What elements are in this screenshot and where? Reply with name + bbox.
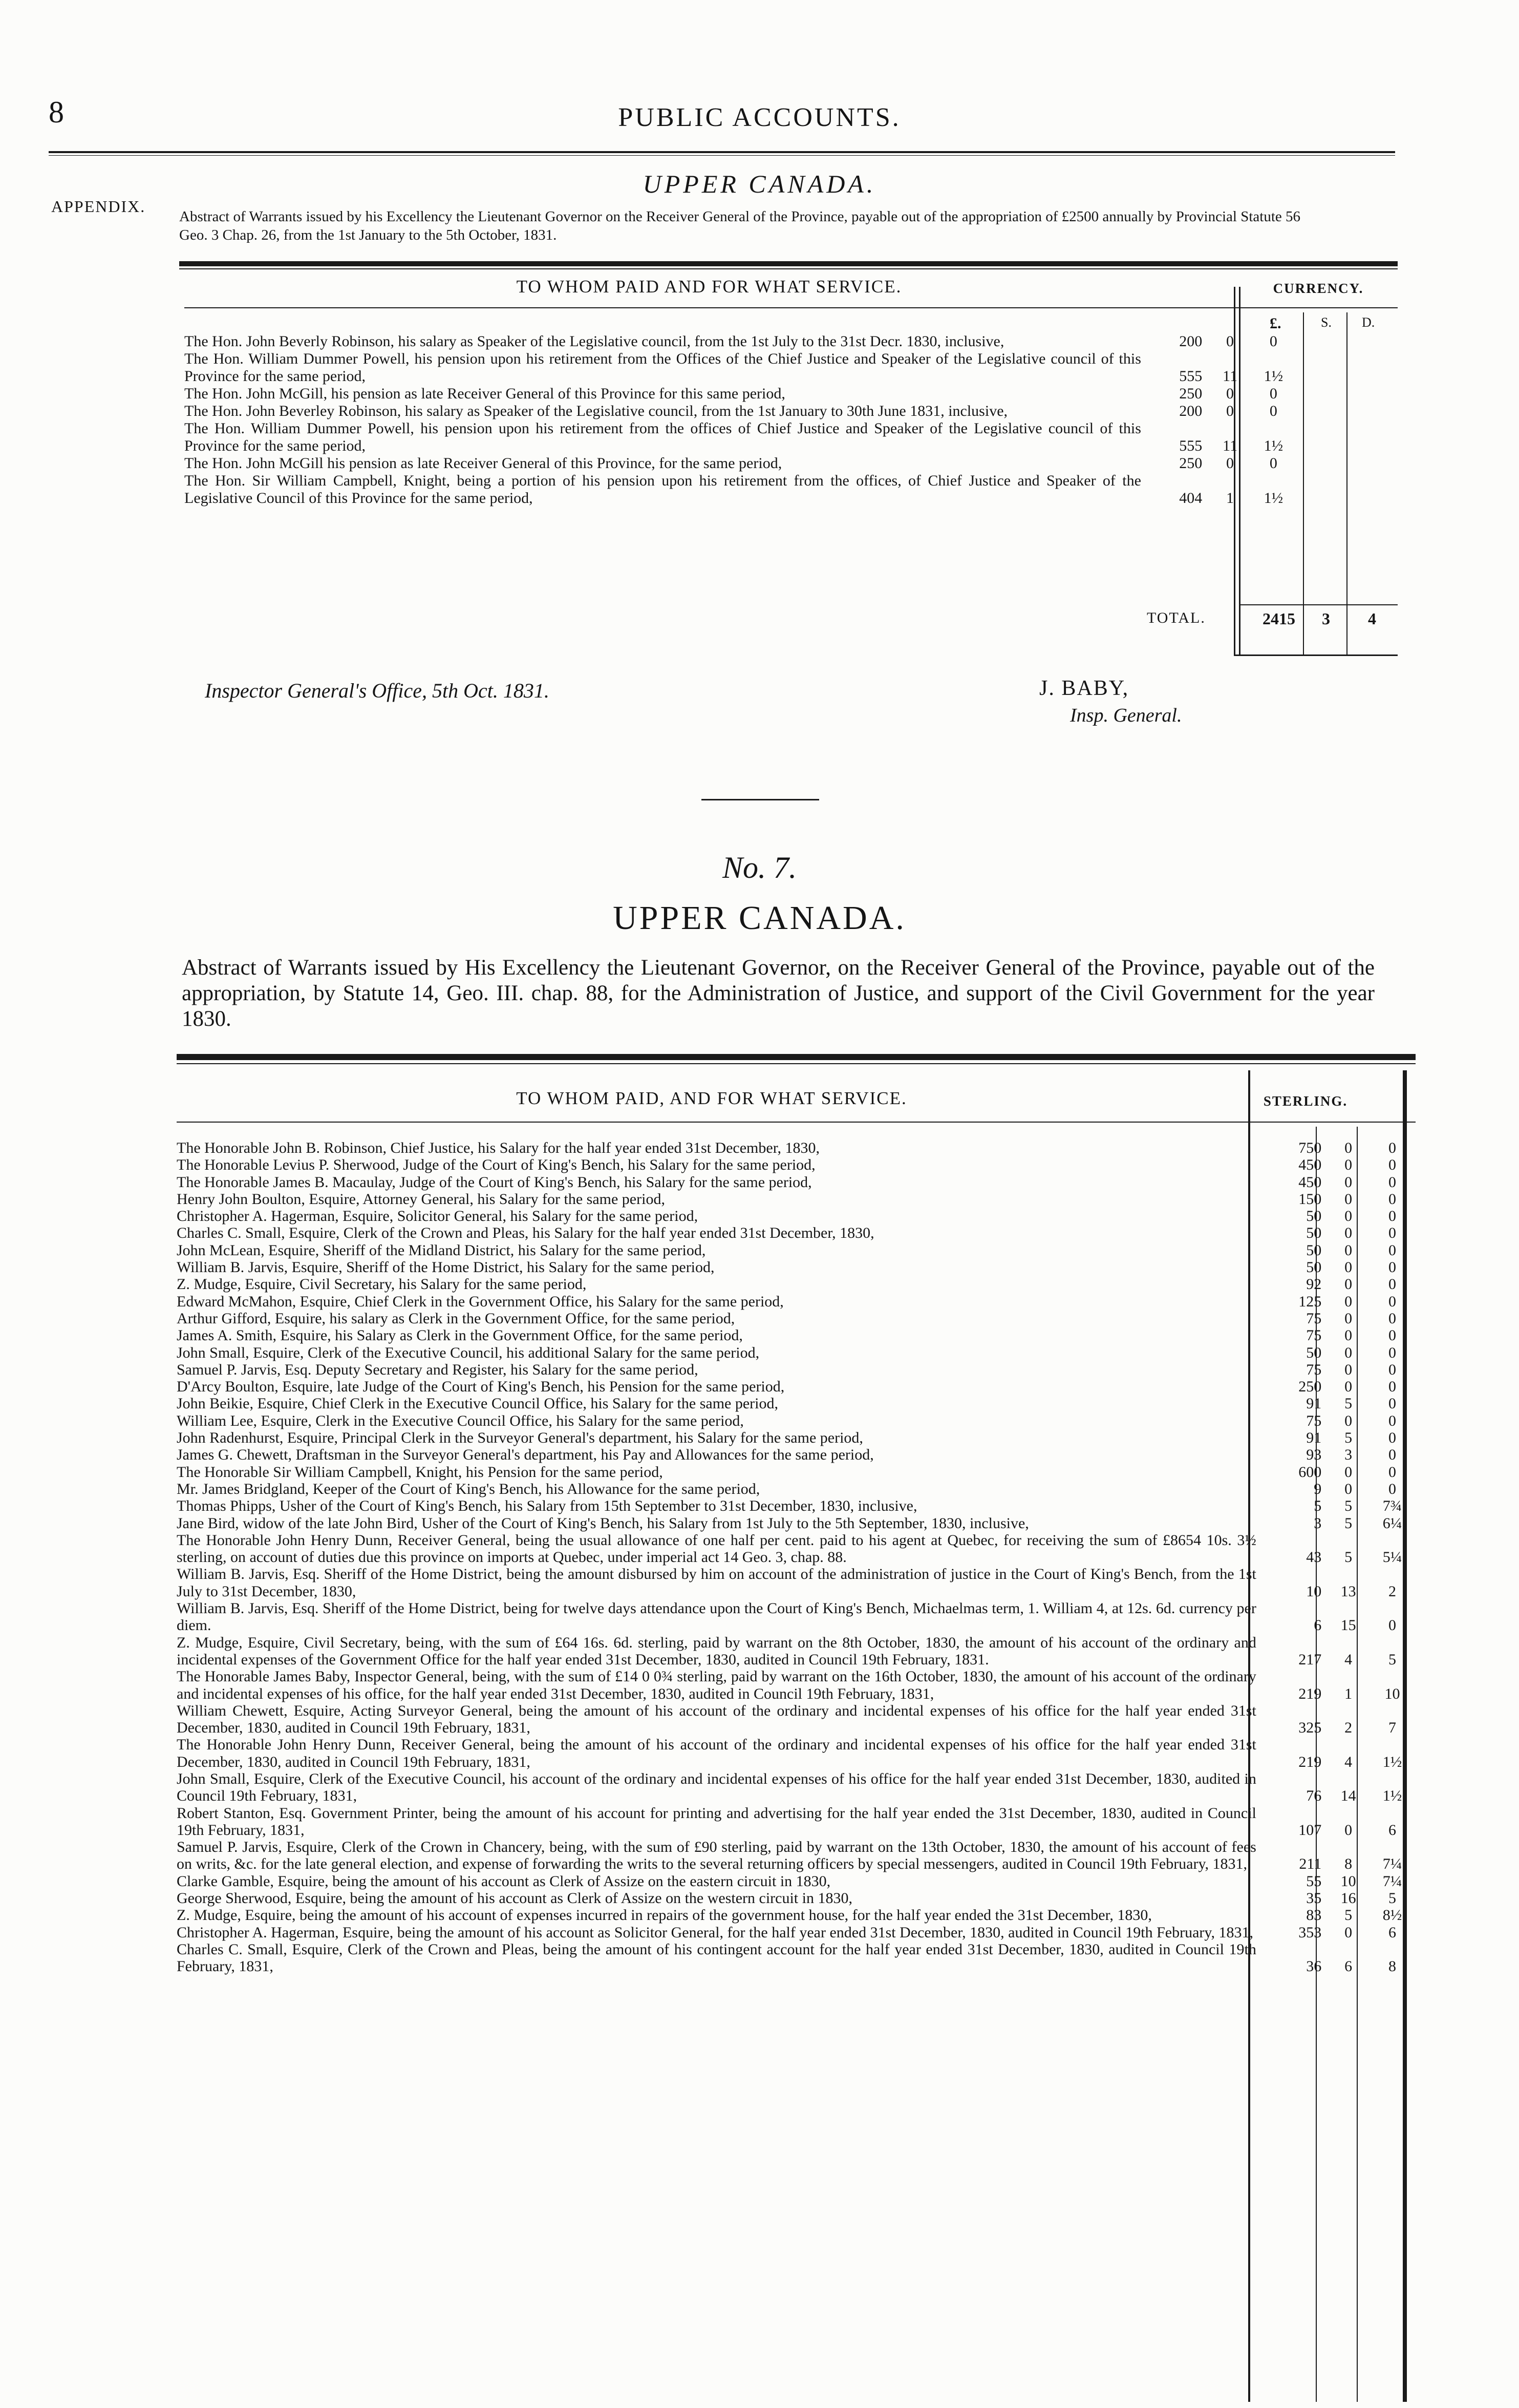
entry-description: The Honorable Sir William Campbell, Knight, his Pension for the same period, — [177, 1463, 663, 1481]
table-row — [177, 1344, 1416, 1361]
section2-table — [177, 1139, 1416, 1975]
entry-shillings: 0 — [1226, 333, 1234, 350]
entry-description: Thomas Phipps, Usher of the Court of King's Bench, his Salary from 15th September to 31st December, 1830, inclusive, — [177, 1497, 917, 1515]
entry-pence: 0 — [1388, 1139, 1397, 1156]
entry-pounds: 9 — [1314, 1480, 1322, 1497]
table-row — [177, 1412, 1416, 1429]
entry-pence: 0 — [1269, 455, 1277, 472]
section2-column-heading: TO WHOM PAID, AND FOR WHAT SERVICE. — [516, 1088, 907, 1108]
table-row — [177, 1566, 1416, 1600]
section1-office-dateline: Inspector General's Office, 5th Oct. 1831. — [205, 679, 549, 702]
entry-pence: 1½ — [1382, 1753, 1402, 1770]
entry-shillings: 0 — [1344, 1361, 1353, 1378]
header-rule-thin — [49, 155, 1395, 156]
entry-description: Mr. James Bridgland, Keeper of the Court of King's Bench, his Allowance for the same period, — [177, 1480, 760, 1497]
pence-unit-label: D. — [1362, 315, 1375, 330]
table-row — [177, 1873, 1416, 1890]
entry-pence: 0 — [1388, 1327, 1397, 1344]
entry-description: John Beikie, Esquire, Chief Clerk in the Executive Council Office, his Salary for the same period, — [177, 1395, 778, 1412]
entry-description: The Honorable James B. Macaulay, Judge of the Court of King's Bench, his Salary for the same period, — [177, 1173, 812, 1191]
entry-description: Z. Mudge, Esquire, Civil Secretary, being, with the sum of £64 16s. 6d. sterling, paid by warrant on the 8th October, 1830, the amount of his account of the ordinary and incidental expenses of the Government Office for the half year ended 31st December, 1830, audited in Council 19th February, 1831. — [177, 1634, 1256, 1668]
entry-pounds: 75 — [1306, 1309, 1322, 1327]
entry-pence: 6¼ — [1382, 1514, 1402, 1532]
entry-shillings: 8 — [1344, 1855, 1353, 1873]
entry-description: Charles C. Small, Esquire, Clerk of the Crown and Pleas, being the amount of his contingent account for the half year ended 31st December, 1830, audited in Council 19th February, 1831, — [177, 1940, 1256, 1975]
entry-shillings: 4 — [1344, 1753, 1353, 1770]
entry-pounds: 353 — [1298, 1924, 1322, 1941]
table-row — [184, 472, 1295, 507]
entry-shillings: 0 — [1344, 1208, 1353, 1225]
entry-pounds: 5 — [1314, 1497, 1322, 1515]
entry-pence: 1½ — [1264, 490, 1283, 506]
entry-pence: 10 — [1384, 1685, 1400, 1702]
entry-pounds: 50 — [1306, 1259, 1322, 1276]
entry-pounds: 3 — [1314, 1514, 1322, 1532]
table-row — [177, 1174, 1416, 1191]
table-row — [177, 1941, 1416, 1975]
table-row — [177, 1702, 1416, 1737]
entry-pounds: 107 — [1298, 1821, 1322, 1839]
entry-shillings: 1 — [1226, 490, 1234, 506]
entry-pounds: 50 — [1306, 1241, 1322, 1259]
table-row — [177, 1805, 1416, 1839]
table-row — [177, 1156, 1416, 1173]
entry-pence: 0 — [1388, 1344, 1397, 1361]
running-title: PUBLIC ACCOUNTS. — [618, 103, 901, 132]
section1-table — [184, 333, 1295, 507]
entry-pounds: 555 — [1179, 368, 1203, 385]
entry-pounds: 219 — [1298, 1753, 1322, 1770]
entry-description: The Honorable John Henry Dunn, Receiver General, being the usual allowance of one half per cent. paid to his agent at Quebec, for receiving the sum of £8654 10s. 3½ sterling, on account of duties due this province on imports at Quebec, under imperial act 14 Geo. 3, chap. 88. — [177, 1531, 1256, 1566]
entry-pence: 0 — [1388, 1259, 1397, 1276]
table-row — [184, 385, 1295, 403]
entry-pounds: 91 — [1306, 1395, 1322, 1412]
entry-pounds: 211 — [1299, 1855, 1322, 1873]
table-row — [184, 333, 1295, 350]
entry-shillings: 15 — [1340, 1617, 1356, 1634]
section1-heading-rule — [184, 307, 1398, 308]
entry-pence: 0 — [1388, 1395, 1397, 1412]
table-row — [177, 1497, 1416, 1514]
entry-pence: 1½ — [1264, 368, 1283, 385]
entry-shillings: 16 — [1340, 1890, 1356, 1907]
entry-shillings: 0 — [1344, 1224, 1353, 1242]
table-row — [184, 350, 1295, 385]
entry-shillings: 0 — [1226, 455, 1234, 472]
table-row — [177, 1446, 1416, 1463]
entry-description: Edward McMahon, Esquire, Chief Clerk in the Government Office, his Salary for the same period, — [177, 1293, 784, 1310]
entry-description: The Hon. John Beverly Robinson, his salary as Speaker of the Legislative council, from the 1st July to the 31st Decr. 1830, inclusive, — [184, 333, 1004, 350]
entry-description: The Honorable John B. Robinson, Chief Justice, his Salary for the half year ended 31st December, 1830, — [177, 1139, 820, 1156]
section1-top-rule-thin — [179, 268, 1398, 269]
section2-heading-rule — [177, 1122, 1416, 1123]
table-row — [177, 1890, 1416, 1907]
entry-pence: 7¾ — [1382, 1497, 1402, 1515]
entry-pence: 0 — [1388, 1293, 1397, 1310]
entry-shillings: 0 — [1344, 1378, 1353, 1396]
entry-description: John McLean, Esquire, Sheriff of the Midland District, his Salary for the same period, — [177, 1241, 706, 1259]
entry-pounds: 125 — [1298, 1293, 1322, 1310]
entry-pence: 0 — [1388, 1446, 1397, 1464]
section1-currency-heading: CURRENCY. — [1273, 281, 1364, 296]
table-row — [177, 1310, 1416, 1327]
entry-pounds: 219 — [1298, 1685, 1322, 1702]
table-row — [177, 1668, 1416, 1702]
table-row — [177, 1293, 1416, 1310]
section1-bottom-rule — [1234, 654, 1398, 656]
entry-pence: 7¼ — [1382, 1872, 1402, 1890]
table-row — [177, 1634, 1416, 1668]
entry-description: James A. Smith, Esquire, his Salary as Clerk in the Government Office, for the same period, — [177, 1327, 743, 1344]
entry-description: William Lee, Esquire, Clerk in the Executive Council Office, his Salary for the same period, — [177, 1412, 744, 1429]
entry-description: George Sherwood, Esquire, being the amount of his account as Clerk of Assize on the western circuit in 1830, — [177, 1890, 852, 1907]
section1-abstract: Abstract of Warrants issued by his Excellency the Lieutenant Governor on the Receiver General of the Province, payable out of the appropriation of £2500 annually by Provincial Statute 56 Geo. 3 Chap. 26, from the 1st January to the 5th October, 1831. — [179, 208, 1301, 243]
entry-shillings: 0 — [1344, 1276, 1353, 1293]
entry-description: John Small, Esquire, Clerk of the Executive Council, his account of the ordinary and incidental expenses of his office for the half year ended 31st December, 1830, audited in Council 19th February, 1831, — [177, 1770, 1256, 1805]
entry-description: Clarke Gamble, Esquire, being the amount of his account as Clerk of Assize on the eastern circuit in 1830, — [177, 1872, 831, 1890]
entry-pounds: 75 — [1306, 1327, 1322, 1344]
entry-pounds: 250 — [1179, 385, 1203, 402]
entry-pounds: 200 — [1179, 403, 1203, 419]
entry-shillings: 0 — [1344, 1190, 1353, 1208]
table-row — [177, 1600, 1416, 1634]
entry-pence: 0 — [1388, 1156, 1397, 1174]
table-row — [177, 1429, 1416, 1446]
entry-pounds: 36 — [1306, 1958, 1322, 1975]
entry-shillings: 5 — [1344, 1907, 1353, 1924]
table-row — [177, 1515, 1416, 1532]
section1-total-shillings: 3 — [1322, 609, 1330, 628]
entry-pence: 6 — [1388, 1924, 1397, 1941]
section2-number: No. 7. — [722, 851, 797, 884]
entry-shillings: 0 — [1344, 1309, 1353, 1327]
entry-pence: 5 — [1388, 1651, 1397, 1668]
entry-shillings: 0 — [1344, 1173, 1353, 1191]
entry-shillings: 0 — [1344, 1480, 1353, 1497]
entry-pounds: 35 — [1306, 1890, 1322, 1907]
section1-signature-name: J. BABY, — [1039, 677, 1129, 700]
entry-shillings: 11 — [1223, 437, 1237, 454]
section1-signature-title: Insp. General. — [1070, 705, 1182, 726]
table-row — [177, 1361, 1416, 1378]
entry-pounds: 6 — [1314, 1617, 1322, 1634]
entry-description: The Honorable Levius P. Sherwood, Judge of the Court of King's Bench, his Salary for the same period, — [177, 1156, 816, 1174]
entry-shillings: 0 — [1344, 1344, 1353, 1361]
section2-abstract: Abstract of Warrants issued by His Excellency the Lieutenant Governor, on the Receiver General of the Province, payable out of the appropriation, by Statute 14, Geo. III. chap. 88, for the Administration of Justice, and support of the Civil Government for the year 1830. — [182, 956, 1375, 1031]
entry-pence: 0 — [1388, 1208, 1397, 1225]
table-row — [177, 1259, 1416, 1276]
entry-pence: 5¼ — [1382, 1549, 1402, 1566]
entry-shillings: 13 — [1340, 1582, 1356, 1600]
section1-region-title: UPPER CANADA. — [643, 170, 876, 198]
entry-description: John Small, Esquire, Clerk of the Executive Council, his additional Salary for the same period, — [177, 1344, 760, 1361]
entry-pounds: 450 — [1298, 1173, 1322, 1191]
entry-shillings: 0 — [1344, 1412, 1353, 1429]
table-row — [177, 1378, 1416, 1395]
entry-pounds: 50 — [1306, 1208, 1322, 1225]
entry-pence: 0 — [1388, 1241, 1397, 1259]
table-row — [177, 1395, 1416, 1412]
entry-pounds: 76 — [1306, 1787, 1322, 1805]
entry-pence: 0 — [1269, 333, 1277, 350]
table-row — [177, 1191, 1416, 1208]
entry-pence: 0 — [1388, 1463, 1397, 1481]
entry-shillings: 0 — [1344, 1156, 1353, 1174]
table-row — [177, 1924, 1416, 1941]
table-row — [184, 420, 1295, 455]
entry-pounds: 325 — [1298, 1719, 1322, 1737]
table-row — [177, 1242, 1416, 1259]
table-row — [184, 403, 1295, 420]
entry-description: James G. Chewett, Draftsman in the Surveyor General's department, his Pay and Allowances for the same period, — [177, 1446, 874, 1464]
entry-description: William Chewett, Esquire, Acting Surveyor General, being the amount of his account of the ordinary and incidental expenses of his office for the half year ended 31st December, 1830, audited in Council 19th February, 1831, — [177, 1702, 1256, 1737]
entry-pounds: 150 — [1298, 1190, 1322, 1208]
entry-pence: 0 — [1388, 1190, 1397, 1208]
entry-shillings: 0 — [1226, 385, 1234, 402]
entry-description: The Hon. William Dummer Powell, his pension upon his retirement from the Offices of the Chief Justice and Speaker of the Legislative council of this Province for the same period, — [184, 350, 1141, 385]
entry-shillings: 5 — [1344, 1429, 1353, 1447]
entry-description: Christopher A. Hagerman, Esquire, Solicitor General, his Salary for the same period, — [177, 1208, 698, 1225]
entry-description: The Honorable James Baby, Inspector General, being, with the sum of £14 0 0¾ sterling, paid by warrant on the 16th October, 1830, the amount of his account of the ordinary and incidental expenses of his office, for the half year ended 31st December, 1830, audited in Council 19th February, 1831, — [177, 1668, 1256, 1702]
entry-pounds: 83 — [1306, 1907, 1322, 1924]
entry-pence: 0 — [1388, 1224, 1397, 1242]
entry-shillings: 6 — [1344, 1958, 1353, 1975]
entry-pence: 0 — [1388, 1309, 1397, 1327]
entry-pounds: 91 — [1306, 1429, 1322, 1447]
entry-description: William B. Jarvis, Esq. Sheriff of the Home District, being for twelve days attendance upon the Court of King's Bench, Michaelmas term, 1. William 4, at 12s. 6d. currency per diem. — [177, 1600, 1256, 1634]
entry-pounds: 217 — [1298, 1651, 1322, 1668]
entry-pence: 0 — [1388, 1276, 1397, 1293]
entry-pence: 0 — [1388, 1480, 1397, 1497]
entry-description: Samuel P. Jarvis, Esq. Deputy Secretary and Register, his Salary for the same period, — [177, 1361, 698, 1378]
entry-pence: 1½ — [1264, 437, 1283, 454]
entry-shillings: 0 — [1344, 1821, 1353, 1839]
header-rule — [49, 151, 1395, 153]
section2-currency-heading: STERLING. — [1263, 1093, 1348, 1109]
entry-pounds: 55 — [1306, 1872, 1322, 1890]
shillings-unit-label: S. — [1321, 315, 1332, 330]
entry-pence: 0 — [1388, 1429, 1397, 1447]
appendix-label: APPENDIX. — [51, 197, 146, 216]
entry-description: The Hon. John McGill his pension as late Receiver General of this Province, for the same period, — [184, 455, 782, 472]
section2-top-rule — [177, 1054, 1416, 1060]
section1-total-label: TOTAL. — [1147, 609, 1206, 626]
entry-pence: 0 — [1388, 1617, 1397, 1634]
entry-description: Samuel P. Jarvis, Esquire, Clerk of the Crown in Chancery, being, with the sum of £90 sterling, paid by warrant on the 13th October, 1830, the amount of his account of fees on writs, &c. for the late general election, and expense of forwarding the writs to the several returning officers by special messengers, audited in Council 19th February, 1831, — [177, 1839, 1256, 1873]
table-row — [177, 1208, 1416, 1224]
entry-description: Jane Bird, widow of the late John Bird, Usher of the Court of King's Bench, his Salary from 1st July to the 5th September, 1830, inclusive, — [177, 1514, 1029, 1532]
entry-shillings: 5 — [1344, 1549, 1353, 1566]
table-row — [177, 1839, 1416, 1873]
entry-pounds: 555 — [1179, 437, 1203, 454]
table-row — [177, 1481, 1416, 1497]
entry-description: The Hon. John McGill, his pension as late Receiver General of this Province for this same period, — [184, 385, 785, 402]
entry-shillings: 0 — [1344, 1293, 1353, 1310]
entry-pounds: 50 — [1306, 1224, 1322, 1242]
entry-description: Arthur Gifford, Esquire, his salary as Clerk in the Government Office, for the same period, — [177, 1309, 735, 1327]
section2-region-title: UPPER CANADA. — [613, 899, 906, 937]
page-number: 8 — [49, 95, 64, 129]
entry-pounds: 93 — [1306, 1446, 1322, 1464]
entry-description: D'Arcy Boulton, Esquire, late Judge of the Court of King's Bench, his Pension for the same period, — [177, 1378, 785, 1396]
entry-shillings: 0 — [1344, 1924, 1353, 1941]
pounds-unit-label: £. — [1270, 315, 1281, 332]
entry-shillings: 1 — [1344, 1685, 1353, 1702]
entry-shillings: 4 — [1344, 1651, 1353, 1668]
table-row — [177, 1770, 1416, 1805]
entry-pence: 0 — [1269, 385, 1277, 402]
entry-description: William B. Jarvis, Esq. Sheriff of the Home District, being the amount disbursed by him on account of the administration of justice in the Court of King's Bench, from the 1st July to 31st December, 1830, — [177, 1566, 1256, 1600]
table-row — [177, 1139, 1416, 1156]
entry-shillings: 11 — [1223, 368, 1237, 385]
section1-total-pounds: 2415 — [1263, 609, 1295, 628]
entry-shillings: 0 — [1226, 403, 1234, 419]
entry-description: Christopher A. Hagerman, Esquire, being the amount of his account as Solicitor General, for the half year ended 31st December, 1830, audited in Council 19th February, 1831, — [177, 1924, 1253, 1941]
table-row — [177, 1532, 1416, 1566]
entry-pence: 6 — [1388, 1821, 1397, 1839]
entry-pounds: 43 — [1306, 1549, 1322, 1566]
entry-description: Charles C. Small, Esquire, Clerk of the Crown and Pleas, his Salary for the half year ended 31st December, 1830, — [177, 1224, 874, 1242]
entry-pence: 5 — [1388, 1890, 1397, 1907]
entry-pence: 0 — [1388, 1378, 1397, 1396]
entry-description: The Honorable John Henry Dunn, Receiver General, being the amount of his account of the ordinary and incidental expenses of his office for the half year ended 31st December, 1830, audited in Council 19th February, 1831, — [177, 1736, 1256, 1770]
entry-description: Robert Stanton, Esq. Government Printer, being the amount of his account for printing and advertising for the half year ended the 31st December, 1830, audited in Council 19th February, 1831, — [177, 1804, 1256, 1839]
entry-description: Z. Mudge, Esquire, Civil Secretary, his Salary for the same period, — [177, 1276, 587, 1293]
table-row — [177, 1736, 1416, 1770]
entry-description: The Hon. John Beverley Robinson, his salary as Speaker of the Legislative council, from the 1st January to 30th June 1831, inclusive, — [184, 403, 1008, 419]
entry-pounds: 600 — [1298, 1463, 1322, 1481]
entry-shillings: 0 — [1344, 1259, 1353, 1276]
entry-pence: 8 — [1388, 1958, 1397, 1975]
entry-description: The Hon. William Dummer Powell, his pension upon his retirement from the offices of Chief Justice and Speaker of the Legislative council of this Province for the same period, — [184, 420, 1141, 454]
entry-shillings: 5 — [1344, 1514, 1353, 1532]
entry-pence: 8½ — [1382, 1907, 1402, 1924]
section1-total-pence: 4 — [1368, 609, 1376, 628]
entry-shillings: 14 — [1340, 1787, 1356, 1805]
entry-description: Z. Mudge, Esquire, being the amount of his account of expenses incurred in repairs of the government house, for the half year ended the 31st December, 1830, — [177, 1907, 1152, 1924]
entry-shillings: 0 — [1344, 1463, 1353, 1481]
entry-description: The Hon. Sir William Campbell, Knight, being a portion of his pension upon his retirement from the offices, of Chief Justice and Speaker of the Legislative Council of this Province for the same period, — [184, 472, 1141, 506]
table-row — [184, 455, 1295, 472]
entry-pence: 1½ — [1382, 1787, 1402, 1805]
entry-pounds: 50 — [1306, 1344, 1322, 1361]
entry-shillings: 5 — [1344, 1395, 1353, 1412]
entry-pounds: 450 — [1298, 1156, 1322, 1174]
entry-pence: 2 — [1388, 1582, 1397, 1600]
entry-pounds: 250 — [1298, 1378, 1322, 1396]
entry-pence: 0 — [1388, 1412, 1397, 1429]
entry-pence: 7¼ — [1382, 1855, 1402, 1873]
entry-description: Henry John Boulton, Esquire, Attorney General, his Salary for the same period, — [177, 1190, 665, 1208]
entry-pounds: 250 — [1179, 455, 1203, 472]
entry-shillings: 2 — [1344, 1719, 1353, 1737]
entry-pounds: 75 — [1306, 1361, 1322, 1378]
entry-description: William B. Jarvis, Esquire, Sheriff of the Home District, his Salary for the same period, — [177, 1259, 715, 1276]
entry-pounds: 750 — [1298, 1139, 1322, 1156]
section2-top-rule-thin — [177, 1063, 1416, 1064]
entry-pounds: 75 — [1306, 1412, 1322, 1429]
section1-total-rule — [1239, 604, 1398, 605]
entry-shillings: 5 — [1344, 1497, 1353, 1515]
entry-pence: 0 — [1269, 403, 1277, 419]
table-row — [177, 1464, 1416, 1481]
table-row — [177, 1327, 1416, 1344]
entry-pence: 0 — [1388, 1361, 1397, 1378]
table-row — [177, 1907, 1416, 1924]
section-divider — [701, 799, 819, 800]
entry-pounds: 200 — [1179, 333, 1203, 350]
entry-shillings: 0 — [1344, 1139, 1353, 1156]
section1-top-rule — [179, 261, 1398, 266]
entry-shillings: 10 — [1340, 1872, 1356, 1890]
section1-column-heading: TO WHOM PAID AND FOR WHAT SERVICE. — [516, 277, 902, 297]
entry-pounds: 10 — [1306, 1582, 1322, 1600]
entry-pence: 0 — [1388, 1173, 1397, 1191]
entry-pounds: 92 — [1306, 1276, 1322, 1293]
entry-shillings: 3 — [1344, 1446, 1353, 1464]
entry-pence: 7 — [1388, 1719, 1397, 1737]
entry-description: John Radenhurst, Esquire, Principal Clerk in the Surveyor General's department, his Salary for the same period, — [177, 1429, 863, 1447]
table-row — [177, 1276, 1416, 1293]
entry-shillings: 0 — [1344, 1241, 1353, 1259]
table-row — [177, 1224, 1416, 1241]
entry-pounds: 404 — [1179, 490, 1203, 506]
entry-shillings: 0 — [1344, 1327, 1353, 1344]
